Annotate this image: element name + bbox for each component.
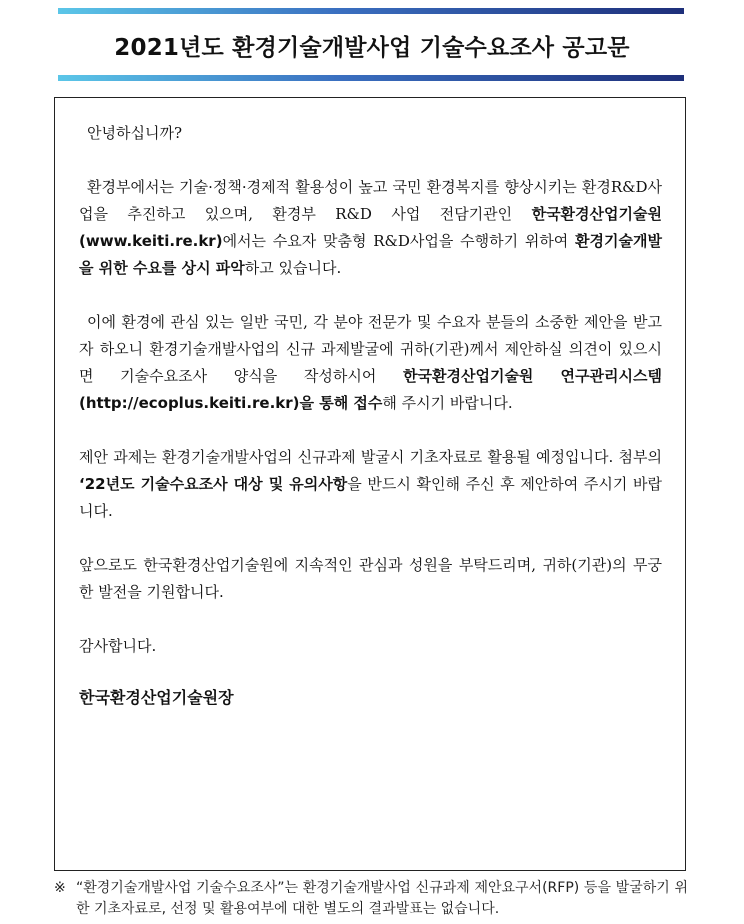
paragraph-intro-text-1: 환경부에서는 기술·정책·경제적 활용성이 높고 국민 환경복지를 향상시키는 환경R&D사업을 추진하고 있으며, 환경부 R&D 사업 전담기관인 <box>79 178 662 223</box>
footnote-text: “환경기술개발사업 기술수요조사”는 환경기술개발사업 신규과제 제안요구서(RFP) 등을 발굴하기 위한 기초자료로, 선정 및 활용여부에 대한 별도의 결과발표는 없습니다. <box>76 880 688 917</box>
greeting: 안녕하십니까? <box>87 124 182 142</box>
institute-name-emphasis: 한국환경산업기술원 (www.keiti.re.kr) <box>79 205 662 250</box>
title-bottom-bar <box>58 75 684 81</box>
paragraph-usage-text-2: 을 반드시 확인해 주신 후 제안하여 주시기 바랍니다. <box>79 475 662 520</box>
paragraph-usage <box>79 444 662 525</box>
paragraph-intro <box>79 174 662 282</box>
reference-mark-icon: ※ <box>54 880 66 896</box>
paragraph-closing-wish: 앞으로도 한국환경산업기술원에 지속적인 관심과 성원을 부탁드리며, 귀하(기관)의 무궁한 발전을 기원합니다. <box>79 556 662 601</box>
paragraph-request <box>79 309 662 417</box>
paragraph-intro-text-2: 에서는 수요자 맞춤형 R&D사업을 수행하기 위하여 <box>222 232 576 250</box>
demand-survey-emphasis: 환경기술개발을 위한 수요를 상시 파악 <box>79 232 662 277</box>
attachment-notice-emphasis: ‘22년도 기술수요조사 대상 및 유의사항 <box>79 475 348 493</box>
page-title: 2021년도 환경기술개발사업 기술수요조사 공고문 <box>114 35 630 61</box>
closing-thanks: 감사합니다. <box>79 637 157 655</box>
title-top-bar <box>58 8 684 14</box>
footnote <box>54 878 688 920</box>
paragraph-intro-text-3: 하고 있습니다. <box>244 259 342 277</box>
paragraph-usage-text-1: 제안 과제는 환경기술개발사업의 신규과제 발굴시 기초자료로 활용될 예정입니다. 첨부의 <box>79 448 662 466</box>
signature: 한국환경산업기술원장 <box>79 688 234 707</box>
notice-box <box>54 97 686 871</box>
paragraph-request-text-1: 이에 환경에 관심 있는 일반 국민, 각 분야 전문가 및 수요자 분들의 소중한 제안을 받고자 하오니 환경기술개발사업의 신규 과제발굴에 귀하(기관)께서 제안하실 의견이 있으시면 기술수요조사 양식을 작성하시어 <box>79 313 662 385</box>
paragraph-request-text-2: 해 주시기 바랍니다. <box>382 394 513 412</box>
notice-content <box>79 120 662 711</box>
submission-system-emphasis: 한국환경산업기술원 연구관리시스템 (http://ecoplus.keiti.re.kr)을 통해 접수 <box>79 367 662 412</box>
